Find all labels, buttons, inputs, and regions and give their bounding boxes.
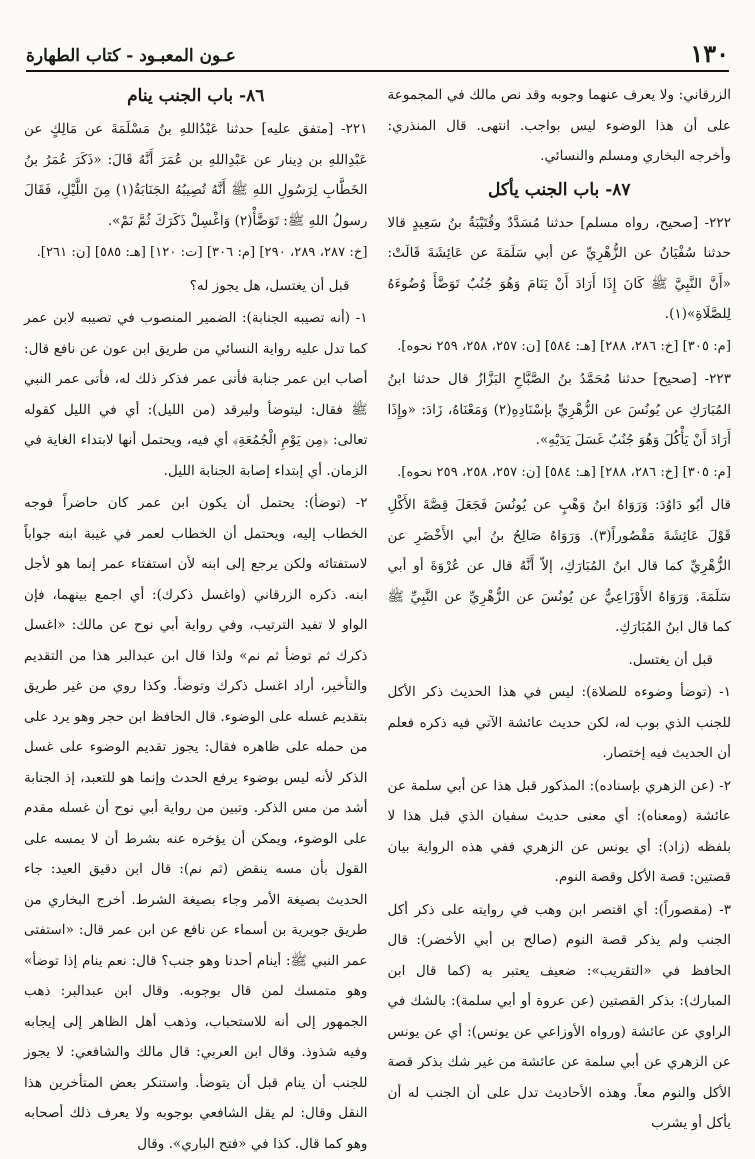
text-paragraph: الزرقاني: ولا يعرف عنهما وجوبه وقد نص مالك في المجموعة على أن هذا الوضوء ليس بواجب. انتهى. قال المنذري: وأخرجه البخاري ومسلم والنسائي.: [387, 87, 731, 164]
page-number: ١٣٠: [690, 39, 729, 68]
reference-line: [خ: ٢٨٧، ٢٨٩، ٢٩٠] [م: ٣٠٦] [ت: ١٢٠] [هـ: ٥٨٥] [ن: ٢٦١].: [36, 245, 368, 260]
chapter-heading: ٨٦- باب الجنب ينام: [127, 86, 265, 106]
page-header: [26, 30, 729, 72]
text-paragraph: قبل أن يغتسل.: [628, 651, 713, 668]
text-paragraph: ٢- (توضأ): يحتمل أن يكون ابن عمر كان حاضراً فوجه الخطاب إليه، ويحتمل أن الخطاب لعمر في غيبة ابنه جواباً لاستفتائه ولكن يرجع إلى ابنه لأن استفتاء عمر إنما هو لأجل ابنه. ذكره الزرقاني (واغسل ذكرك): أي اجمع بينهما، فإن الواو لا تفيد الترتيب، وفي رواية أبي نوح عن مالك: «اغسل ذكرك ثم توضأ ثم نم» ولذا قال ابن عبدالبر هذا من التقديم والتأخير، أراد اغسل ذكرك وتوضأ. وكذا روي من غير طريق بتقديم غسله على الوضوء. قال الحافظ ابن حجر وهو يرد على من حمله على ظاهره فقال: يجوز تقديم الوضوء على غسل الذكر لأنه ليس بوضوء يرفع الحدث وإنما هو للتعبد، إذ الجنابة أشد من مس الذكر. وتبين من رواية أبي نوح أن غسله مقدم على الوضوء، ويمكن أن يؤخره عنه بشرط أن لا يمسه على القول بأن مسه ينقض (ثم نم): قال ابن دقيق العيد: جاء الحديث بصيغة الأمر وجاء بصيغة الشرط. أخرج البخاري من طريق جويرية بن أسماء عن نافع عن ابن عمر قال: «استفتى عمر النبي ﷺ: أينام أحدنا وهو جنب؟ قال: نعم ينام إذا توضأ» وهو متمسك لمن قال بوجوبه. وقال ابن عبدالبر: ذهب الجمهور إلى أنه للاستحباب، وذهب أهل الظاهر إلى إيجابه وفيه شذوذ. وقال ابن العربي: قال مالك والشافعي: لا يجوز للجنب أن ينام قبل أن يتوضأ. واستنكر بعض المتأخرين هذا النقل وقال: لم يقل الشافعي بوجوبه ولا يعرف ذلك أصحابه وهو كما قال. كذا في «فتح الباري». وقال: [24, 495, 368, 1152]
text-paragraph: ٢٢٣- [صحيح] حدثنا مُحَمَّدُ بنُ الصَّبَّاحِ البَزَّازُ قال حدثنا ابنُ المُبَارَكِ عن يُونُسَ عن الزُّهْرِيِّ بإسْنَادِهِ(٢) وَمَعْنَاهُ، زَادَ: «وإِذَا أَرَادَ أَنْ يَأْكُلَ وَهُوَ جُنُبٌ غَسَلَ يَدَيْهِ».: [387, 371, 731, 448]
right-column: [24, 80, 368, 1152]
text-paragraph: ٢٢٢- [صحيح، رواه مسلم] حدثنا مُسَدَّدٌ وقُتَيْبَةُ بنُ سَعِيدٍ قالا حدثنا سُفْيَانُ عن الزُّهْرِيِّ عن أبي سَلَمَةَ عن عَائِشَةَ قَالَتْ: «أَنَّ النَّبِيَّ ﷺ كَانَ إِذَا أَرَادَ أَنْ يَنَامَ وَهُوَ جُنُبٌ تَوَضَّأَ وُضُوءَهُ لِلصَّلَاةِ»(١).: [387, 214, 731, 322]
reference-line: [م: ٣٠٥] [خ: ٢٨٦، ٢٨٨] [هـ: ٥٨٤] [ن: ٢٥٧، ٢٥٨، ٢٥٩ نحوه].: [397, 338, 731, 354]
text-columns: [24, 80, 731, 1152]
text-paragraph: ٢- (عن الزهري بإسناده): المذكور قبل هذا عن أبي سلمة عن عائشة (ومعناه): أي معنى حديث سفيان الذي قبل هذا لا بلفظه (زاد): أي يونس عن الزهري ففي هذه الرواية بيان قصتين: قصة الأكل وقصة النوم.: [387, 777, 731, 885]
running-title: عـون المعبـود - كتاب الطهارة: [26, 46, 236, 66]
reference-line: [م: ٣٠٥] [خ: ٢٨٦، ٢٨٨] [هـ: ٥٨٤] [ن: ٢٥٧، ٢٥٨، ٢٥٩ نحوه].: [397, 464, 731, 480]
text-paragraph: قبل أن يغتسل، هل يجوز له؟: [189, 277, 350, 294]
text-paragraph: ١- (توضأ وضوءه للصلاة): ليس في هذا الحديث ذكر الأكل للجنب الذي بوب له، لكن حديث عائشة الآتي فيه ذكره فعلم أن الحديث فيه إختصار.: [387, 684, 731, 761]
text-paragraph: قال أبُو دَاوُدَ: وَرَوَاهُ ابنُ وَهْبٍ عن يُونُسَ فَجَعَلَ قِصَّةَ الأَكْلِ قَوْلَ عَائِشَةَ مَقْصُوراً(٣). وَرَوَاهُ صَالِحُ بنُ أبي الأَخْضَرِ عن الزُّهْرِيِّ كما قال ابنُ المُبَارَكِ، إلاّ أَنَّهُ قال عن عُرْوَةَ أو أبي سَلَمَةَ. وَرَوَاهُ الأَوْزَاعِيُّ عن يُونُسَ عن الزُّهْرِيِّ عن النَّبِيِّ ﷺ كما قال ابنُ المُبَارَكِ.: [387, 497, 731, 635]
text-paragraph: ١- (أنه تصيبه الجنابة): الضمير المنصوب في تصيبه لابن عمر كما تدل عليه رواية النسائي من طريق ابن عون عن نافع قال: أصاب ابن عمر جنابة فأتى عمر فذكر ذلك له، فأتى عمر النبي ﷺ فقال: ليتوضأ وليرقد (من الليل): أي في الليل كقوله تعالى: ﴿مِن يَوْمِ الْجُمُعَةِ﴾ أي فيه، ويحتمل أنها لابتداء الغاية في الزمان. أي إبتداء إصابة الجنابة الليل.: [24, 310, 368, 479]
left-column: [387, 80, 732, 1131]
text-paragraph: ٣- (مقصوراً): أي اقتصر ابن وهب في روايته على ذكر أكل الجنب ولم يذكر قصة النوم (صالح بن أبي الأخضر): قال الحافظ في «التقريب»: ضعيف يعتبر به (كما قال ابن المبارك): بذكر القصتين (عن عروة أو أبي سلمة): بالشك في الراوي عن عائشة (ورواه الأوزاعي عن يونس): أي عن يونس عن الزهري عن أبي سلمة عن عائشة من غير شك بذكر قصة الأكل والنوم معاً. وهذه الأحاديث تدل على أن الجنب له أن يأكل أو يشرب: [387, 901, 731, 1131]
text-paragraph: ٢٢١- [متفق عليه] حدثنا عَبْدُاللهِ بنُ مَسْلَمَةَ عن مَالِكٍ عن عَبْدِاللهِ بن دِينار عن عَبْدِاللهِ بن عُمَرَ أَنَّهُ قَالَ: «ذَكَرَ عُمَرُ بنُ الخَطَّابِ لِرَسُولِ اللهِ ﷺ أَنَّهُ تُصِيبُهُ الجَنَابَةُ(١) مِنَ اللَّيْلِ، فَقَالَ رسولُ اللهِ ﷺ: تَوَضَّأْ(٢) وَاغْسِلْ ذَكَرَكَ ثُمَّ نَمْ».: [24, 121, 368, 229]
chapter-heading: ٨٧- باب الجنب يأكل: [487, 179, 631, 200]
